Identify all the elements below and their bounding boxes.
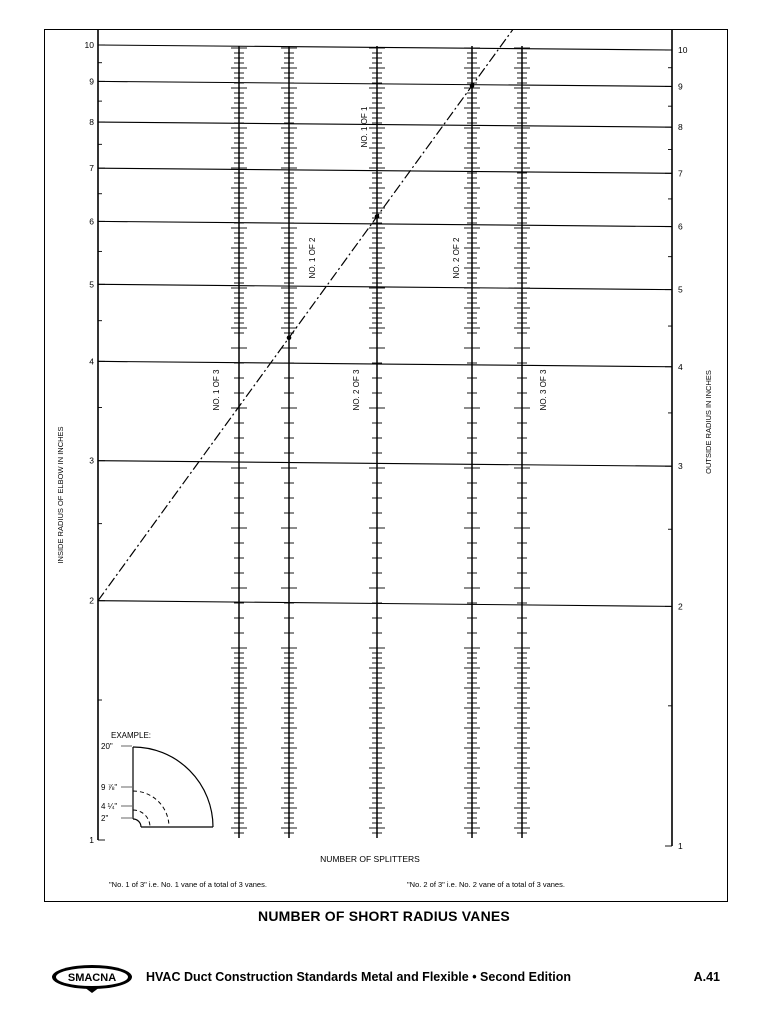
figure-frame [44, 29, 728, 902]
grid-line [98, 122, 672, 127]
left-tick-label: 6 [89, 216, 94, 227]
vane-scale-label: NO. 1 OF 2 [308, 237, 317, 279]
grid-line [98, 221, 672, 226]
grid-line [98, 81, 672, 86]
vane-scale-label: NO. 3 OF 3 [539, 369, 548, 411]
left-tick-label: 8 [89, 117, 94, 128]
right-tick-label: 7 [678, 168, 683, 179]
right-tick-label: 8 [678, 122, 683, 133]
example-intersection-dot [375, 214, 380, 219]
example-intersection-dot [287, 335, 292, 340]
example-radius-label: 20" [101, 742, 113, 751]
grid-line [98, 45, 672, 50]
left-tick-label: 4 [89, 356, 94, 367]
example-intersection-dot [470, 83, 475, 88]
note-1: "No. 1 of 3" i.e. No. 1 vane of a total of 3 vanes. [109, 880, 267, 889]
grid-line [98, 284, 672, 289]
page-footer [50, 963, 730, 993]
vane-scale-label: NO. 1 OF 1 [360, 106, 369, 148]
right-axis-title: OUTSIDE RADIUS IN INCHES [704, 370, 713, 474]
example-radius-label: 2" [101, 814, 109, 823]
publication-title: HVAC Duct Construction Standards Metal and Flexible • Second Edition [146, 970, 572, 984]
right-tick-label: 6 [678, 221, 683, 232]
right-tick-label: 3 [678, 461, 683, 472]
right-tick-label: 2 [678, 601, 683, 612]
grid-line [98, 461, 672, 467]
example-radius-label: 4 ¼" [101, 802, 118, 811]
left-tick-label: 3 [89, 455, 94, 466]
vane-scale-label: NO. 2 OF 2 [452, 237, 461, 279]
right-tick-label: 1 [678, 841, 683, 851]
nomogram-chart [45, 30, 729, 903]
left-tick-label: 10 [84, 40, 94, 50]
example-inset-title: EXAMPLE: [111, 731, 152, 740]
left-tick-label: 1 [89, 835, 94, 845]
right-tick-label: 10 [678, 45, 688, 55]
vane-arc [133, 810, 150, 827]
smacna-logo [50, 963, 134, 993]
left-tick-label: 5 [89, 279, 94, 290]
example-line [98, 30, 672, 601]
example-radius-label: 9 ⅞" [101, 783, 118, 792]
elbow-inner-arc [133, 819, 141, 827]
vane-scale-label: NO. 2 OF 3 [352, 369, 361, 411]
svg-text:SMACNA: SMACNA [67, 972, 117, 984]
x-axis-label: NUMBER OF SPLITTERS [320, 854, 420, 864]
grid-line [98, 361, 672, 366]
left-tick-label: 7 [89, 163, 94, 174]
page-number: A.41 [693, 970, 720, 984]
left-tick-label: 2 [89, 595, 94, 606]
right-tick-label: 5 [678, 284, 683, 295]
right-tick-label: 4 [678, 361, 683, 372]
right-tick-label: 9 [678, 81, 683, 92]
left-axis-title: INSIDE RADIUS OF ELBOW IN INCHES [56, 426, 65, 564]
figure-title: NUMBER OF SHORT RADIUS VANES [258, 908, 510, 924]
grid-line [98, 168, 672, 173]
vane-scale-label: NO. 1 OF 3 [212, 369, 221, 411]
grid-line [98, 601, 672, 607]
left-tick-label: 9 [89, 76, 94, 87]
elbow-outer-arc [133, 747, 213, 827]
note-2: "No. 2 of 3" i.e. No. 2 vane of a total of 3 vanes. [407, 880, 565, 889]
